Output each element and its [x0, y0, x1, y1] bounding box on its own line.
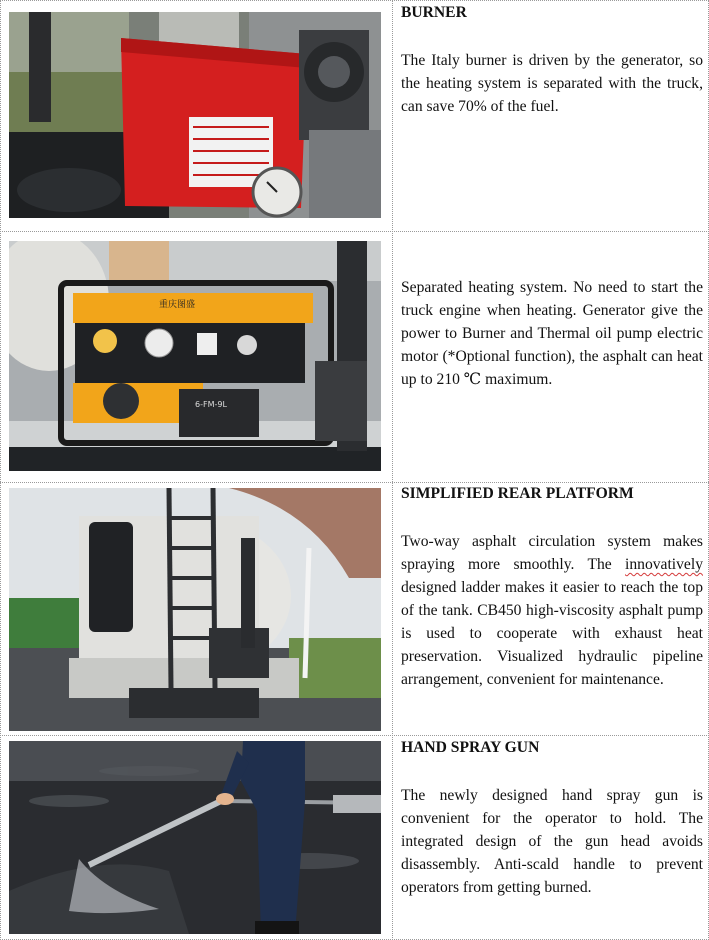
row-divider	[0, 231, 709, 232]
spray-gun-photo	[9, 741, 381, 934]
battery-label: 6-FM-9L	[195, 400, 227, 409]
burner-photo	[9, 12, 381, 218]
generator-photo	[9, 241, 381, 471]
row-divider	[0, 482, 709, 483]
section-heading: HAND SPRAY GUN	[401, 739, 540, 756]
section-burner	[401, 3, 703, 118]
section-generator	[401, 276, 703, 391]
section-body: Separated heating system. No need to start the truck engine when heating. Generator give the power to Burner and Thermal oil pump electric motor (*Optional function), the asphalt can heat up to 210 ℃ maximum.	[401, 279, 703, 388]
body-text: designed ladder makes it easier to reach the top of the tank. CB450 high-viscosity asphalt pump is used to cooperate with exhaust heat preservation. Visualized hydraulic pipeline arrangement, convenient for maintenance.	[401, 579, 703, 688]
section-spray-gun	[401, 738, 703, 899]
spellcheck-flagged-word: innovatively	[625, 556, 703, 573]
generator-brand-label: 重庆图盛	[159, 300, 196, 310]
body-text: Two-way asphalt circulation system makes spraying more smoothly. The	[401, 533, 703, 573]
section-heading: BURNER	[401, 4, 467, 21]
section-body: The newly designed hand spray gun is convenient for the operator to hold. The integrated design of the gun head avoids disassembly. Anti-scald handle to prevent operators from getting burned.	[401, 787, 703, 896]
section-body: The Italy burner is driven by the generator, so the heating system is separated with the truck, can save 70% of the fuel.	[401, 52, 703, 115]
section-rear-platform	[401, 484, 703, 691]
section-body	[401, 530, 703, 691]
column-divider	[392, 0, 393, 940]
rear-platform-photo	[9, 488, 381, 731]
row-divider	[0, 735, 709, 736]
row-divider	[0, 0, 709, 1]
column-divider	[0, 0, 1, 940]
section-heading: SIMPLIFIED REAR PLATFORM	[401, 485, 634, 502]
